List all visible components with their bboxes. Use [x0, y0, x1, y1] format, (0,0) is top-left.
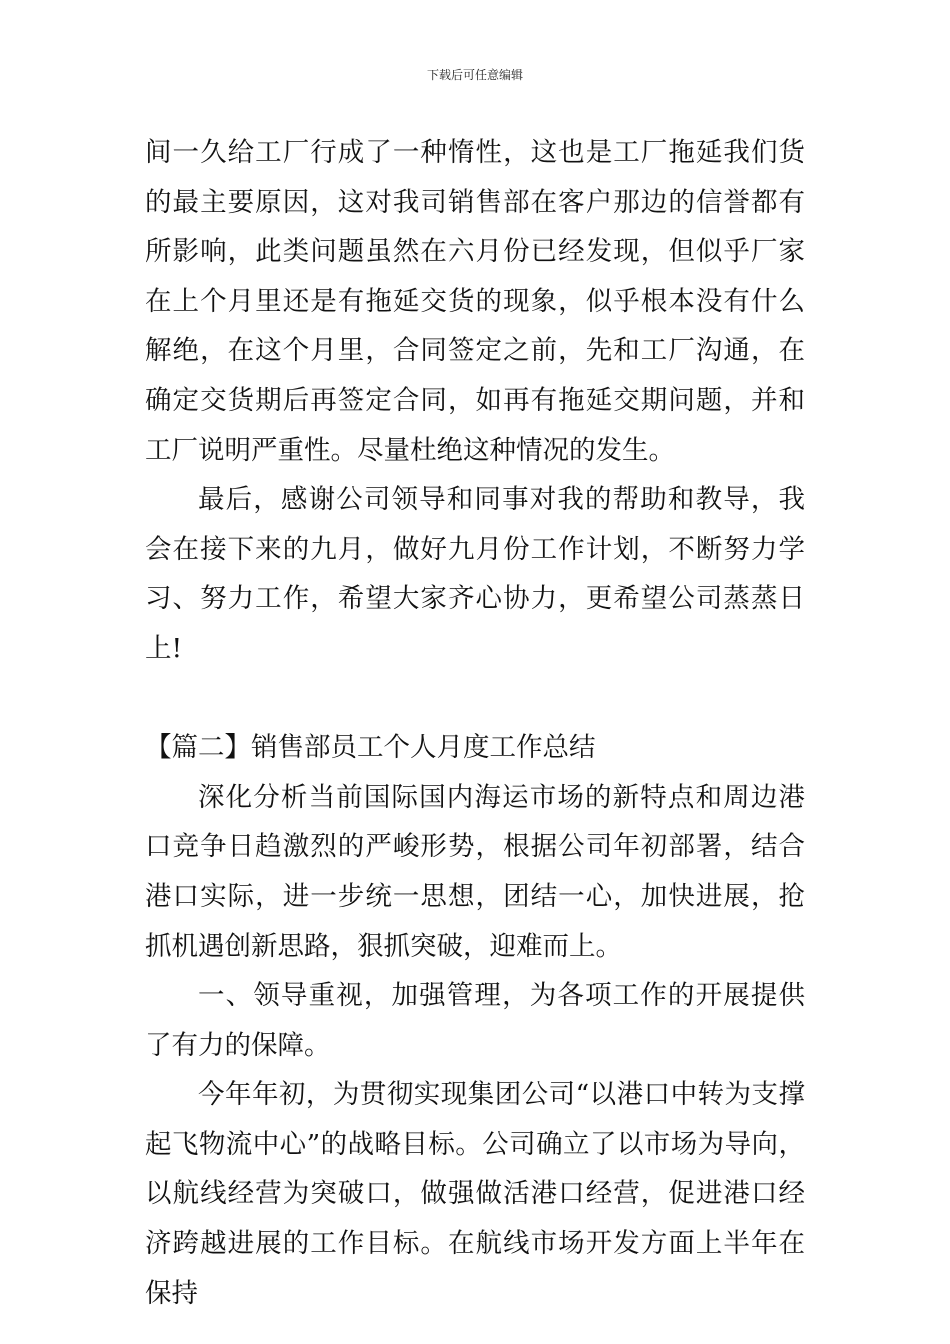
section-spacer: [145, 674, 805, 724]
paragraph-point-one: 一、领导重视，加强管理，为各项工作的开展提供了有力的保障。: [145, 980, 805, 1061]
paragraph-body: 今年年初，为贯彻实现集团公司“以港口中转为支撑起飞物流中心”的战略目标。公司确立了以市场为导向，以航线经营为突破口，做强做活港口经营，促进港口经济跨越进展的工作目标。在航线市场开发方面上半年在保持: [145, 1079, 805, 1309]
paragraph-continuation: 间一久给工厂行成了一种惰性，这也是工厂拖延我们货的最主要原因，这对我司销售部在客户那边的信誉都有所影响，此类问题虽然在六月份已经发现，但似乎厂家在上个月里还是有拖延交货的现象，似乎根本没有什么解绝，在这个月里，合同签定之前，先和工厂沟通，在确定交货期后再签定合同，如再有拖延交期问题，并和工厂说明严重性。尽量杜绝这种情况的发生。: [145, 137, 805, 466]
paragraph-intro: 深化分析当前国际国内海运市场的新特点和周边港口竞争日趋激烈的严峻形势，根据公司年初部署，结合港口实际，进一步统一思想，团结一心，加快进展，抢抓机遇创新思路，狠抓突破，迎难而上。: [145, 781, 805, 962]
page-header: 下载后可任意编辑: [426, 68, 523, 82]
paragraph-closing: 最后，感谢公司领导和同事对我的帮助和教导，我会在接下来的九月，做好九月份工作计划，不断努力学习、努力工作，希望大家齐心协力，更希望公司蒸蒸日上!: [145, 484, 805, 664]
section-title: 【篇二】销售部员工个人月度工作总结: [145, 732, 596, 764]
document-body: [145, 128, 805, 1318]
